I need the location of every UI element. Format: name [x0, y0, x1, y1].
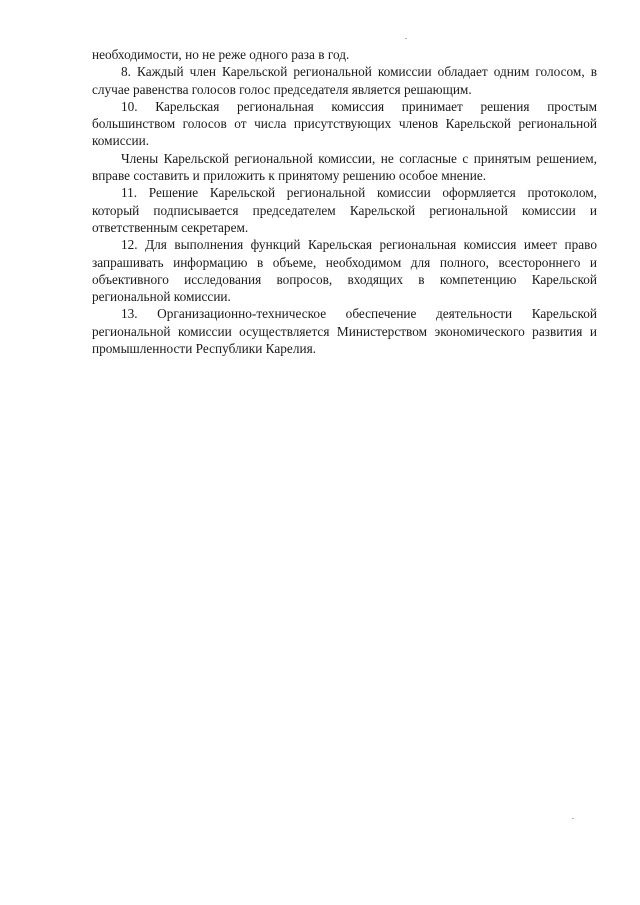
paragraph-dissenting-opinion: Члены Карельской региональной комиссии, не согласные с принятым решением, вправе составить и приложить к принятому решению особое мнение.: [92, 150, 597, 184]
document-body: [92, 46, 597, 357]
paragraph-continuation: необходимости, но не реже одного раза в год.: [92, 47, 350, 62]
paragraph-item-12: 12. Для выполнения функций Карельская региональная комиссия имеет право запрашивать информацию в объеме, необходимом для полного, всестороннего и объективного исследования вопросов, входящих в компетенцию Карельской региональной комиссии.: [92, 237, 597, 305]
paragraph-item-10: 10. Карельская региональная комиссия принимает решения простым большинством голосов от числа присутствующих членов Карельской региональной комиссии.: [92, 98, 597, 149]
paragraph-item-11: 11. Решение Карельской региональной комиссии оформляется протоколом, который подписывается председателем Карельской региональной комиссии и ответственным секретарем.: [92, 185, 597, 235]
paragraph-item-8: 8. Каждый член Карельской региональной комиссии обладает одним голосом, в случае равенства голосов голос председателя является решающим.: [92, 64, 597, 97]
scan-speck: [405, 38, 407, 39]
paragraph-item-13: 13. Организационно-техническое обеспечение деятельности Карельской региональной комиссии осуществляется Министерством экономического развития и промышленности Республики Карелия.: [92, 306, 597, 357]
scan-speck: [572, 818, 574, 819]
